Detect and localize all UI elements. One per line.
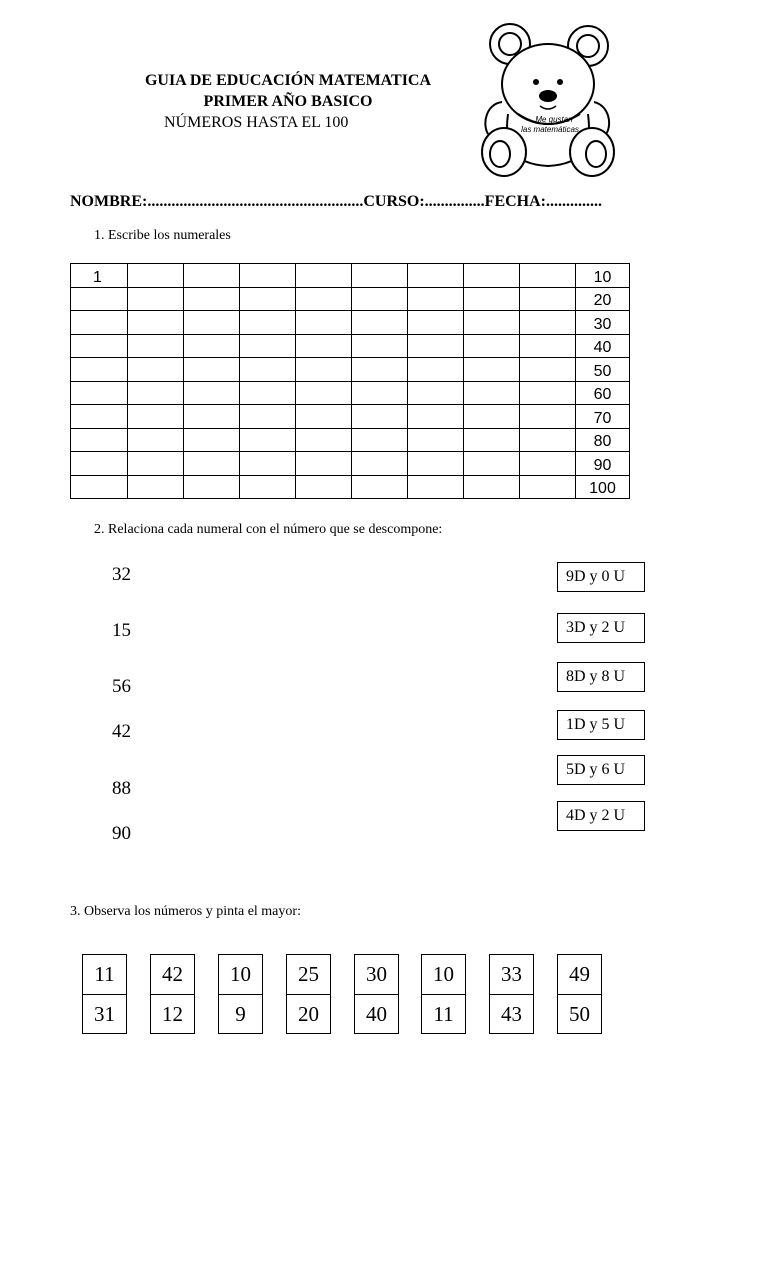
grid-cell[interactable] — [240, 475, 296, 499]
pair-top-number[interactable]: 10 — [422, 955, 465, 995]
grid-cell[interactable] — [71, 475, 128, 499]
grid-row — [71, 452, 630, 476]
grid-row — [71, 334, 630, 358]
grid-cell[interactable]: 50 — [576, 358, 630, 382]
number-pair-7[interactable] — [489, 954, 534, 1034]
grid-cell[interactable] — [520, 475, 576, 499]
grid-cell[interactable] — [464, 264, 520, 288]
grid-cell[interactable] — [464, 287, 520, 311]
grid-cell[interactable] — [408, 475, 464, 499]
grid-cell[interactable] — [71, 452, 128, 476]
grid-cell[interactable] — [240, 381, 296, 405]
decomposition-box-6[interactable]: 4D y 2 U — [557, 801, 645, 831]
grid-cell[interactable] — [296, 475, 352, 499]
decomposition-box-4[interactable]: 1D y 5 U — [557, 710, 645, 740]
pair-top-number[interactable]: 30 — [355, 955, 398, 995]
grid-cell[interactable] — [71, 311, 128, 335]
grid-cell[interactable] — [296, 358, 352, 382]
grid-cell[interactable] — [352, 334, 408, 358]
grid-cell[interactable]: 80 — [576, 428, 630, 452]
grid-cell[interactable] — [184, 311, 240, 335]
grid-cell[interactable] — [352, 381, 408, 405]
numeral-6[interactable]: 90 — [112, 823, 131, 844]
grid-cell[interactable]: 90 — [576, 452, 630, 476]
grid-cell[interactable] — [71, 381, 128, 405]
grid-cell[interactable]: 20 — [576, 287, 630, 311]
grid-cell[interactable] — [184, 358, 240, 382]
student-info-line[interactable]: NOMBRE:......................................................CURSO:...............FECHA:.............. — [70, 193, 602, 210]
grid-cell[interactable] — [352, 311, 408, 335]
grid-cell[interactable] — [296, 381, 352, 405]
grid-cell[interactable] — [240, 287, 296, 311]
grid-cell[interactable] — [296, 428, 352, 452]
grid-cell[interactable] — [184, 475, 240, 499]
grid-cell[interactable] — [184, 334, 240, 358]
number-pair-6[interactable] — [421, 954, 466, 1034]
grid-cell[interactable] — [520, 405, 576, 429]
section-2-instruction: 2. Relaciona cada numeral con el número que se descompone: — [94, 522, 443, 537]
pair-top-number[interactable]: 25 — [287, 955, 330, 995]
grid-cell[interactable] — [352, 405, 408, 429]
grid-cell[interactable]: 100 — [576, 475, 630, 499]
grid-cell[interactable] — [408, 264, 464, 288]
numeral-4[interactable]: 42 — [112, 721, 131, 742]
grid-cell[interactable] — [128, 405, 184, 429]
grid-cell[interactable] — [240, 334, 296, 358]
grid-cell[interactable] — [128, 287, 184, 311]
title-line-3: NÚMEROS HASTA EL 100 — [164, 114, 349, 131]
pair-top-number[interactable]: 49 — [558, 955, 601, 995]
title-line-1: GUIA DE EDUCACIÓN MATEMATICA — [144, 72, 432, 89]
pair-top-number[interactable]: 33 — [490, 955, 533, 995]
decomposition-box-3[interactable]: 8D y 8 U — [557, 662, 645, 692]
grid-cell[interactable] — [240, 428, 296, 452]
grid-cell[interactable] — [464, 452, 520, 476]
grid-cell[interactable] — [464, 475, 520, 499]
grid-cell[interactable]: 40 — [576, 334, 630, 358]
grid-cell[interactable] — [128, 358, 184, 382]
grid-cell[interactable] — [520, 334, 576, 358]
decomposition-box-1[interactable]: 9D y 0 U — [557, 562, 645, 592]
grid-cell[interactable]: 70 — [576, 405, 630, 429]
grid-cell[interactable] — [520, 428, 576, 452]
grid-cell[interactable] — [352, 264, 408, 288]
grid-cell[interactable] — [71, 428, 128, 452]
grid-cell[interactable] — [520, 287, 576, 311]
grid-cell[interactable] — [464, 381, 520, 405]
grid-cell[interactable] — [408, 311, 464, 335]
grid-cell[interactable] — [408, 334, 464, 358]
number-pair-4[interactable] — [286, 954, 331, 1034]
grid-cell[interactable] — [128, 428, 184, 452]
grid-cell[interactable] — [240, 264, 296, 288]
grid-cell[interactable] — [240, 311, 296, 335]
grid-cell[interactable] — [71, 358, 128, 382]
pair-bottom-number[interactable]: 50 — [569, 1002, 590, 1026]
grid-cell[interactable] — [520, 358, 576, 382]
grid-row — [71, 428, 630, 452]
grid-cell[interactable] — [408, 428, 464, 452]
grid-cell[interactable] — [128, 381, 184, 405]
numerals-grid — [70, 263, 630, 499]
grid-cell[interactable] — [240, 405, 296, 429]
teddy-bear-illustration — [468, 14, 618, 179]
grid-cell[interactable] — [128, 452, 184, 476]
number-pair-8[interactable] — [557, 954, 602, 1034]
grid-cell[interactable] — [71, 405, 128, 429]
number-pair-2[interactable] — [150, 954, 195, 1034]
pair-top-number[interactable]: 42 — [151, 955, 194, 995]
grid-cell[interactable] — [352, 475, 408, 499]
pair-bottom-number[interactable]: 12 — [162, 1002, 183, 1026]
grid-cell[interactable] — [464, 428, 520, 452]
grid-cell[interactable] — [296, 311, 352, 335]
grid-cell[interactable] — [128, 475, 184, 499]
pair-top-number[interactable]: 11 — [83, 955, 126, 995]
section-1-instruction: 1. Escribe los numerales — [94, 228, 231, 243]
pair-bottom-number[interactable]: 11 — [433, 1002, 454, 1026]
decomposition-box-2[interactable]: 3D y 2 U — [557, 613, 645, 643]
numeral-3[interactable]: 56 — [112, 676, 131, 697]
grid-cell[interactable] — [128, 334, 184, 358]
pair-top-number[interactable]: 10 — [219, 955, 262, 995]
grid-cell[interactable] — [296, 334, 352, 358]
grid-cell[interactable] — [520, 452, 576, 476]
grid-cell[interactable] — [352, 452, 408, 476]
numeral-1[interactable]: 32 — [112, 564, 131, 585]
decomposition-box-5[interactable]: 5D y 6 U — [557, 755, 645, 785]
grid-cell[interactable] — [71, 334, 128, 358]
grid-cell[interactable] — [71, 287, 128, 311]
grid-cell[interactable] — [184, 264, 240, 288]
grid-cell[interactable] — [296, 405, 352, 429]
numeral-5[interactable]: 88 — [112, 778, 131, 799]
number-pair-5[interactable] — [354, 954, 399, 1034]
grid-cell[interactable] — [296, 452, 352, 476]
grid-row — [71, 287, 630, 311]
grid-row — [71, 475, 630, 499]
grid-cell[interactable] — [184, 287, 240, 311]
grid-cell[interactable]: 1 — [71, 264, 128, 288]
grid-row — [71, 405, 630, 429]
grid-cell[interactable] — [240, 452, 296, 476]
grid-cell[interactable] — [352, 428, 408, 452]
grid-cell[interactable] — [520, 264, 576, 288]
grid-cell[interactable] — [408, 287, 464, 311]
grid-cell[interactable]: 10 — [576, 264, 630, 288]
grid-row — [71, 264, 630, 288]
grid-cell[interactable] — [464, 358, 520, 382]
section-3-instruction: 3. Observa los números y pinta el mayor: — [70, 904, 301, 919]
grid-cell[interactable] — [352, 358, 408, 382]
grid-cell[interactable] — [352, 287, 408, 311]
grid-row — [71, 311, 630, 335]
pair-bottom-number[interactable]: 9 — [235, 1002, 246, 1026]
grid-cell[interactable] — [408, 381, 464, 405]
grid-cell[interactable] — [184, 452, 240, 476]
grid-cell[interactable] — [464, 405, 520, 429]
bear-shirt-text-1: Me gustan — [535, 115, 573, 124]
grid-cell[interactable] — [520, 311, 576, 335]
grid-cell[interactable] — [128, 264, 184, 288]
number-pair-3[interactable] — [218, 954, 263, 1034]
grid-cell[interactable] — [464, 334, 520, 358]
grid-cell[interactable] — [464, 311, 520, 335]
grid-cell[interactable]: 60 — [576, 381, 630, 405]
pair-bottom-number[interactable]: 31 — [94, 1002, 115, 1026]
grid-cell[interactable] — [408, 405, 464, 429]
pair-bottom-number[interactable]: 20 — [298, 1002, 319, 1026]
grid-cell[interactable] — [408, 358, 464, 382]
bear-shirt-text-2: las matemáticas — [521, 125, 579, 134]
grid-cell[interactable] — [184, 381, 240, 405]
grid-cell[interactable] — [296, 287, 352, 311]
grid-cell[interactable] — [520, 381, 576, 405]
grid-cell[interactable] — [128, 311, 184, 335]
grid-cell[interactable] — [408, 452, 464, 476]
pair-bottom-number[interactable]: 43 — [501, 1002, 522, 1026]
grid-cell[interactable]: 30 — [576, 311, 630, 335]
pair-bottom-number[interactable]: 40 — [366, 1002, 387, 1026]
title-line-2: PRIMER AÑO BASICO — [203, 93, 373, 110]
grid-row — [71, 358, 630, 382]
numeral-2[interactable]: 15 — [112, 620, 131, 641]
grid-cell[interactable] — [296, 264, 352, 288]
grid-cell[interactable] — [184, 428, 240, 452]
number-pair-1[interactable] — [82, 954, 127, 1034]
grid-row — [71, 381, 630, 405]
grid-cell[interactable] — [240, 358, 296, 382]
grid-cell[interactable] — [184, 405, 240, 429]
